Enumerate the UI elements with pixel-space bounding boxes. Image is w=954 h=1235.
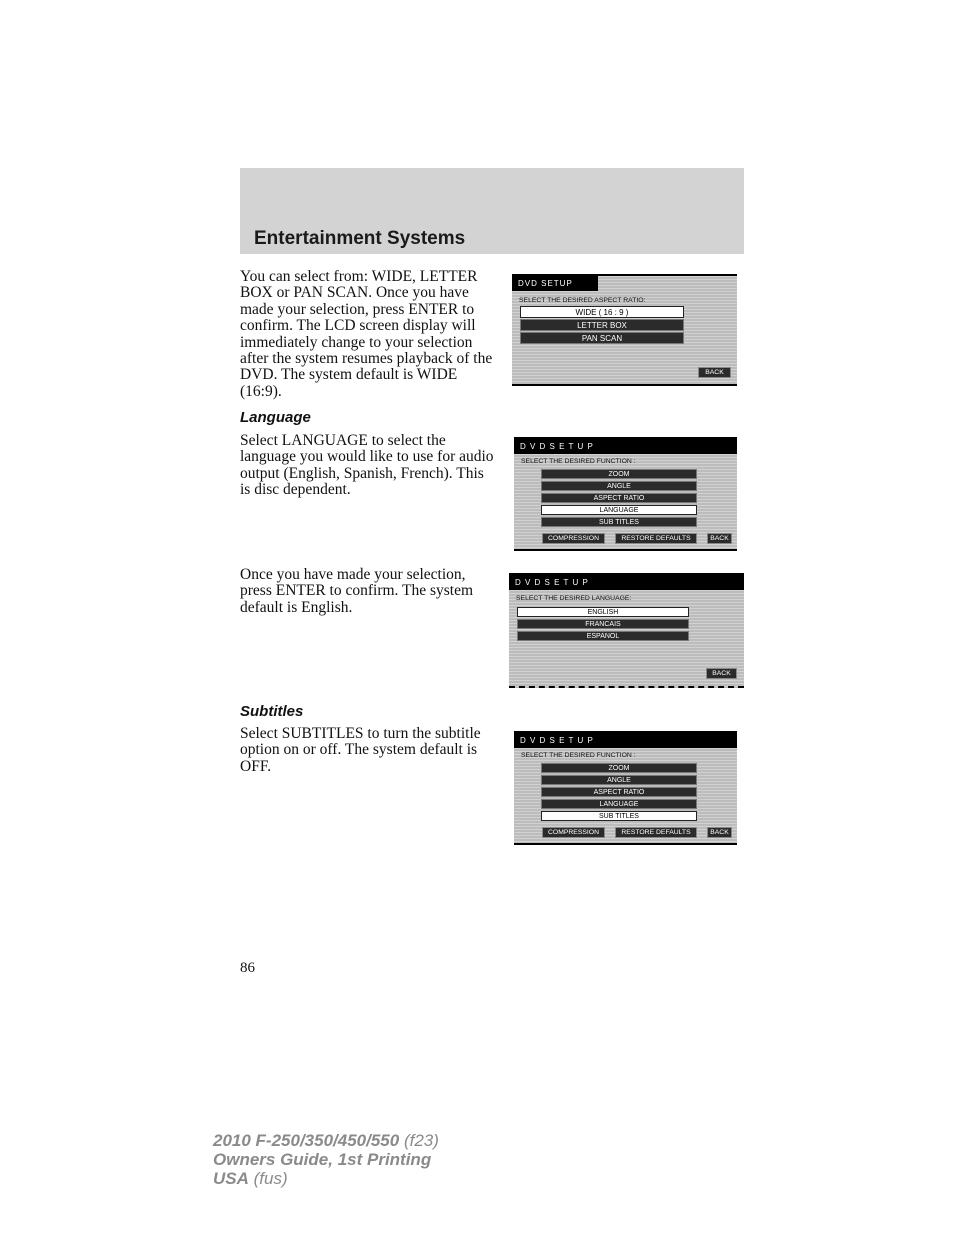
screen-subtitle: SELECT THE DESIRED LANGUAGE:	[516, 595, 632, 602]
screen-title: D V D S E T U P	[509, 575, 744, 590]
screen-title: D V D S E T U P	[514, 733, 737, 748]
function-screen-subtitles	[514, 731, 737, 845]
back-button[interactable]: BACK	[707, 827, 732, 838]
compression-button[interactable]: COMPRESSION	[542, 827, 605, 838]
restore-defaults-button[interactable]: RESTORE DEFAULTS	[615, 533, 697, 544]
option-english[interactable]: ENGLISH	[517, 607, 689, 617]
option-letter-box[interactable]: LETTER BOX	[520, 319, 684, 331]
section-header	[240, 168, 744, 254]
option-angle[interactable]: ANGLE	[541, 481, 697, 491]
restore-defaults-button[interactable]: RESTORE DEFAULTS	[615, 827, 697, 838]
option-zoom[interactable]: ZOOM	[541, 469, 697, 479]
option-language[interactable]: LANGUAGE	[541, 505, 697, 515]
option-angle[interactable]: ANGLE	[541, 775, 697, 785]
option-aspect-ratio[interactable]: ASPECT RATIO	[541, 493, 697, 503]
function-screen-language	[514, 437, 737, 551]
option-pan-scan[interactable]: PAN SCAN	[520, 332, 684, 344]
screen-title: DVD SETUP	[512, 276, 598, 291]
aspect-ratio-screen	[512, 274, 737, 386]
option-espanol[interactable]: ESPANOL	[517, 631, 689, 641]
screen-subtitle: SELECT THE DESIRED FUNCTION :	[521, 752, 636, 759]
language-paragraph-2: Once you have made your selection, press ENTER to confirm. The system default is English.	[240, 566, 474, 616]
subtitles-heading: Subtitles	[240, 703, 304, 720]
language-paragraph-1: Select LANGUAGE to select the language you would like to use for audio output (English, Spanish, French). This is disc dependent.	[240, 432, 494, 499]
option-aspect-ratio[interactable]: ASPECT RATIO	[541, 787, 697, 797]
screen-subtitle: SELECT THE DESIRED ASPECT RATIO:	[519, 297, 646, 304]
back-button[interactable]: BACK	[706, 668, 737, 679]
back-button[interactable]: BACK	[698, 367, 731, 378]
option-sub-titles[interactable]: SUB TITLES	[541, 811, 697, 821]
aspect-ratio-paragraph: You can select from: WIDE, LETTER BOX or PAN SCAN. Once you have made your selection, press ENTER to confirm. The LCD screen display will immediately change to your selection after the system resumes playback of the DVD. The system default is WIDE (16:9).	[240, 268, 493, 400]
option-language[interactable]: LANGUAGE	[541, 799, 697, 809]
footer-model: 2010 F-250/350/450/550	[213, 1131, 400, 1150]
language-heading: Language	[240, 409, 311, 426]
subtitles-paragraph: Select SUBTITLES to turn the subtitle option on or off. The system default is OFF.	[240, 725, 481, 775]
footer-edition: Owners Guide, 1st Printing	[213, 1150, 432, 1169]
footer-region-code: (fus)	[248, 1169, 288, 1188]
screen-subtitle: SELECT THE DESIRED FUNCTION :	[521, 458, 636, 465]
section-title: Entertainment Systems	[254, 228, 466, 249]
screen-title: D V D S E T U P	[514, 439, 737, 454]
language-screen	[509, 573, 744, 688]
option-zoom[interactable]: ZOOM	[541, 763, 697, 773]
option-francais[interactable]: FRANCAIS	[517, 619, 689, 629]
back-button[interactable]: BACK	[707, 533, 732, 544]
page-number: 86	[240, 960, 255, 976]
document-footer	[213, 1131, 439, 1188]
compression-button[interactable]: COMPRESSION	[542, 533, 605, 544]
option-sub-titles[interactable]: SUB TITLES	[541, 517, 697, 527]
option-wide[interactable]: WIDE ( 16 : 9 )	[520, 306, 684, 318]
footer-model-code: (f23)	[399, 1131, 439, 1150]
footer-region: USA	[213, 1169, 249, 1188]
